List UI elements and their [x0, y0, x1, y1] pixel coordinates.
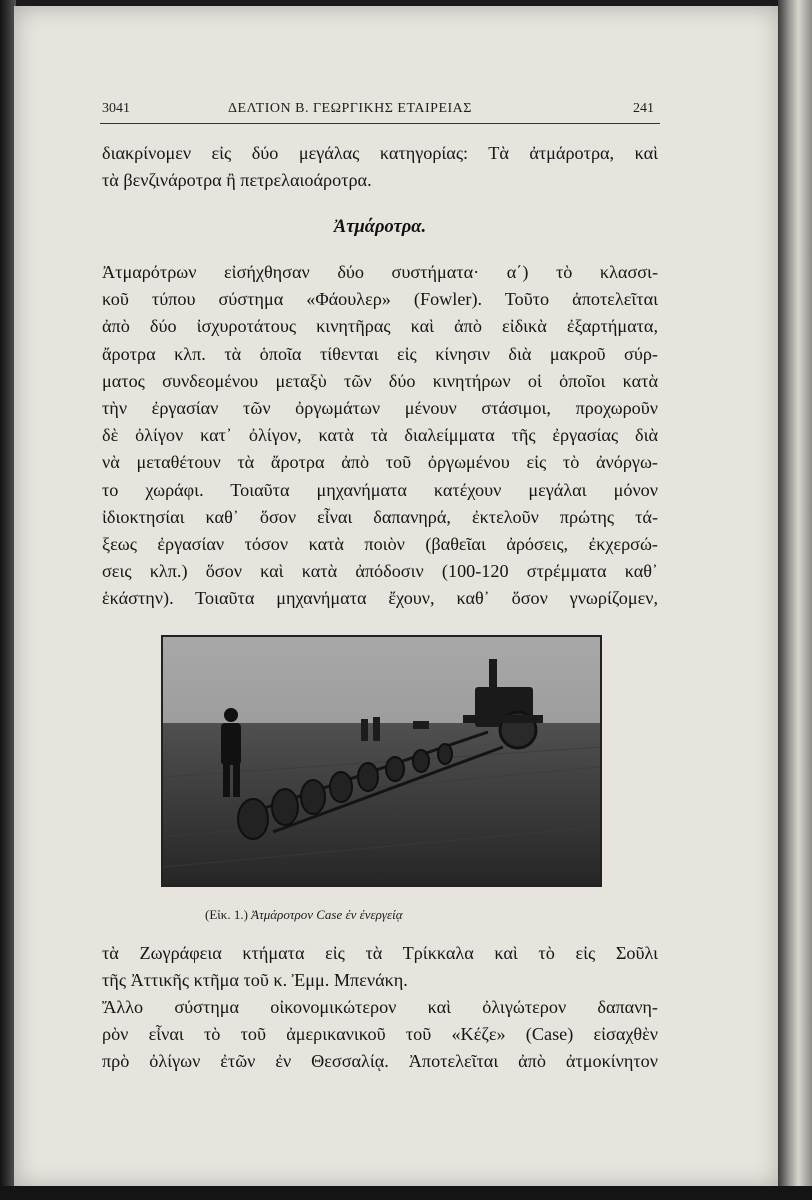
section-heading: Ἀτμάροτρα.: [333, 217, 427, 237]
text-line: τῆς Ἀττικῆς κτῆμα τοῦ κ. Ἐμμ. Μπενάκη.: [102, 970, 408, 991]
text-line: τὰ βενζινάροτρα ἢ πετρελαιοάροτρα.: [102, 170, 372, 191]
caption-text: Ἀτμάροτρον Case ἐν ἐνεργείᾳ: [251, 907, 403, 922]
text-line: σεις κλπ.) ὅσον καὶ κατὰ ἀπόδοσιν (100-120 στρέμματα καθ᾽: [102, 561, 658, 582]
text-line: το χωράφι. Τοιαῦτα μηχανήματα κατέχουν μεγάλαι μόνον: [102, 479, 658, 500]
text-line: νὰ μεταθέτουν τὰ ἄροτρα ἀπὸ τοῦ ὀργωμένου εἰς τὸ ἀνόργω-: [102, 452, 658, 473]
text-line: Ἀτμαρότρων εἰσήχθησαν δύο συστήματα· α΄) τὸ κλασσι-: [102, 262, 658, 282]
text-line: ξεως ἐργασίαν τόσον κατὰ ποιὸν (βαθεῖαι ἀρόσεις, ἐκχερσώ-: [102, 534, 658, 555]
final-paragraph: [102, 994, 658, 1076]
continuation-paragraph: [102, 940, 658, 994]
text-line: τὰ Ζωγράφεια κτήματα εἰς τὰ Τρίκκαλα καὶ τὸ εἰς Σοῦλι: [102, 943, 658, 963]
text-line: ματος συνδεομένου μεταξὺ τῶν δύο κινητήρων οἱ ὁποῖοι κατὰ: [102, 370, 658, 391]
text-line: ρὸν εἶναι τὸ τοῦ ἀμερικανικοῦ τοῦ «Κέζε» (Case) εἰσαχθὲν: [102, 1024, 658, 1045]
text-line: δὲ ὀλίγον κατ᾽ ὀλίγον, κατὰ τὰ διαλείμματα τῆς ἐργασίας διὰ: [102, 425, 658, 446]
text-line: τὴν ἐργασίαν τῶν ὀργωμάτων μένουν στάσιμοι, προχωροῦν: [102, 398, 658, 419]
text-line: ἀπὸ δύο ἰσχυροτάτους κινητῆρας καὶ ἀπὸ εἰδικὰ ἐξαρτήματα,: [102, 316, 658, 337]
text-line: Ἄλλο σύστημα οἰκονομικώτερον καὶ ὀλιγώτερον δαπανη-: [102, 997, 658, 1017]
text-line: πρὸ ὀλίγων ἐτῶν ἐν Θεσσαλίᾳ. Ἀποτελεῖται ἀπὸ ἀτμοκίνητον: [102, 1051, 658, 1072]
caption-prefix: (Εἰκ. 1.): [205, 907, 248, 922]
text-line: ἰδιοκτησίαι καθ᾽ ὅσον εἶναι δαπανηρά, ἐκτελοῦν πρώτης τά-: [102, 506, 658, 527]
text-line: ἑκάστην). Τοιαῦτα μηχανήματα ἔχουν, καθ᾽ ὅσον γνωρίζομεν,: [102, 588, 658, 609]
text-line: ἄροτρα κλπ. τὰ ὁποῖα τίθενται εἰς κίνησιν διὰ μακροῦ σύρ-: [102, 343, 658, 364]
figure-photo-steam-plough: [161, 635, 602, 887]
running-header: [100, 99, 660, 124]
header-journal-title: ΔΕΛΤΙΟΝ Β. ΓΕΩΡΓΙΚΗΣ ΕΤΑΙΡΕΙΑΣ: [228, 101, 472, 116]
figure-caption: [205, 907, 595, 923]
header-page-code: 3041: [102, 101, 130, 116]
intro-paragraph: [102, 140, 658, 194]
book-gutter: [778, 0, 812, 1200]
text-line: κοῦ τύπου σύστημα «Φάουλερ» (Fowler). Τοῦτο ἀποτελεῖται: [102, 289, 658, 310]
text-line: διακρίνομεν εἰς δύο μεγάλας κατηγορίας: Τὰ ἀτμάροτρα, καὶ: [102, 143, 658, 163]
scan-bottom-edge: [0, 1186, 812, 1200]
body-paragraph: [102, 259, 658, 613]
steam-plough-illustration: [163, 637, 600, 885]
header-page-number: 241: [633, 101, 654, 116]
